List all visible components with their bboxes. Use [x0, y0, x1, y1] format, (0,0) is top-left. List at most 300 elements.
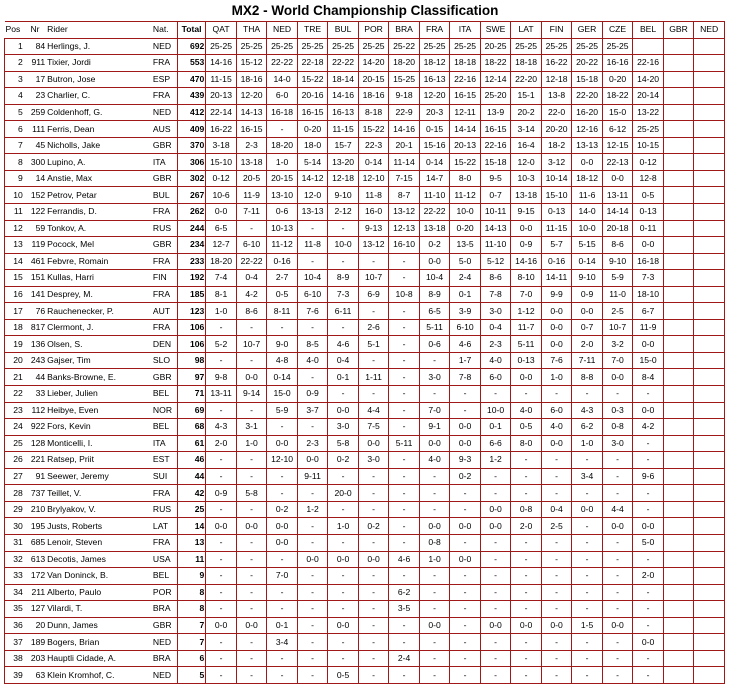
race-result-cell: 9-10 [572, 270, 603, 287]
race-result-cell: 6-5 [419, 303, 450, 320]
nationality-cell: USA [152, 551, 177, 568]
race-result-cell: 18-22 [602, 88, 633, 105]
race-result-cell: 13-22 [633, 104, 664, 121]
header-row [5, 22, 725, 39]
race-result-cell: 2-3 [297, 435, 328, 452]
table-row [5, 319, 725, 336]
rider-name-cell: Decotis, James [46, 551, 152, 568]
race-result-cell: 0-0 [328, 551, 359, 568]
race-result-cell: 0-9 [206, 485, 237, 502]
race-result-cell [694, 71, 725, 88]
race-result-cell [633, 38, 664, 55]
race-result-cell: - [480, 551, 511, 568]
race-result-cell [663, 419, 694, 436]
race-result-cell: 0-0 [358, 435, 389, 452]
race-result-cell: - [358, 501, 389, 518]
race-result-cell: - [480, 584, 511, 601]
race-result-cell [694, 154, 725, 171]
race-result-cell: - [267, 601, 298, 618]
position-cell: 8 [5, 154, 24, 171]
race-result-cell: 2-12 [328, 204, 359, 221]
race-result-cell: - [602, 650, 633, 667]
header-race: GBR [663, 22, 694, 39]
table-row [5, 601, 725, 618]
table-row [5, 369, 725, 386]
race-result-cell [694, 121, 725, 138]
race-result-cell: 9-14 [236, 386, 267, 403]
header-race: BEL [633, 22, 664, 39]
race-result-cell: 15-22 [358, 121, 389, 138]
race-result-cell: 12-7 [206, 237, 237, 254]
race-result-cell: - [297, 534, 328, 551]
race-result-cell: 12-16 [572, 121, 603, 138]
race-result-cell: - [511, 386, 542, 403]
race-result-cell: - [328, 534, 359, 551]
total-points-cell: 25 [177, 501, 205, 518]
position-cell: 5 [5, 104, 24, 121]
number-cell: 300 [24, 154, 46, 171]
race-result-cell: - [511, 650, 542, 667]
race-result-cell: - [236, 551, 267, 568]
position-cell: 11 [5, 204, 24, 221]
race-result-cell: - [236, 584, 267, 601]
nationality-cell: FRA [152, 55, 177, 72]
race-result-cell: 5-1 [358, 336, 389, 353]
race-result-cell: - [297, 584, 328, 601]
header-race: QAT [206, 22, 237, 39]
race-result-cell: 0-16 [541, 253, 572, 270]
race-result-cell: 15-22 [450, 154, 481, 171]
race-result-cell: 5-11 [419, 319, 450, 336]
race-result-cell: - [450, 650, 481, 667]
race-result-cell: - [297, 568, 328, 585]
race-result-cell: - [419, 634, 450, 651]
race-result-cell: - [541, 584, 572, 601]
race-result-cell: 14-20 [633, 71, 664, 88]
nationality-cell: NED [152, 104, 177, 121]
race-result-cell: 20-16 [297, 88, 328, 105]
race-result-cell: 25-22 [389, 38, 420, 55]
number-cell: 111 [24, 121, 46, 138]
race-result-cell: 0-0 [633, 634, 664, 651]
number-cell: 45 [24, 137, 46, 154]
race-result-cell: 8-1 [206, 286, 237, 303]
race-result-cell: - [511, 468, 542, 485]
race-result-cell: 16-16 [602, 55, 633, 72]
number-cell: 136 [24, 336, 46, 353]
race-result-cell: - [206, 601, 237, 618]
race-result-cell: - [511, 584, 542, 601]
number-cell: 44 [24, 369, 46, 386]
race-result-cell [663, 286, 694, 303]
race-result-cell: 13-13 [572, 137, 603, 154]
race-result-cell: 0-0 [541, 435, 572, 452]
race-result-cell: 14-13 [236, 104, 267, 121]
race-result-cell: 20-14 [633, 88, 664, 105]
nationality-cell: NOR [152, 402, 177, 419]
position-cell: 27 [5, 468, 24, 485]
race-result-cell: 6-0 [267, 88, 298, 105]
race-result-cell: 7-11 [236, 204, 267, 221]
race-result-cell: 0-0 [236, 518, 267, 535]
race-result-cell [694, 386, 725, 403]
rider-name-cell: Bogers, Brian [46, 634, 152, 651]
race-result-cell: - [297, 253, 328, 270]
position-cell: 38 [5, 650, 24, 667]
position-cell: 33 [5, 568, 24, 585]
number-cell: 203 [24, 650, 46, 667]
race-result-cell: - [572, 551, 603, 568]
number-cell: 737 [24, 485, 46, 502]
race-result-cell [694, 303, 725, 320]
race-result-cell: - [541, 634, 572, 651]
header-race: GER [572, 22, 603, 39]
race-result-cell: - [419, 468, 450, 485]
race-result-cell: 10-15 [633, 137, 664, 154]
race-result-cell: 12-0 [297, 187, 328, 204]
race-result-cell: 11-8 [297, 237, 328, 254]
race-result-cell: - [419, 485, 450, 502]
race-result-cell: - [511, 568, 542, 585]
race-result-cell: 11-0 [602, 286, 633, 303]
race-result-cell: 1-0 [328, 518, 359, 535]
number-cell: 122 [24, 204, 46, 221]
nationality-cell: SUI [152, 468, 177, 485]
race-result-cell: 14-16 [389, 121, 420, 138]
race-result-cell: 1-0 [572, 435, 603, 452]
race-result-cell: - [602, 667, 633, 684]
race-result-cell: - [633, 435, 664, 452]
race-result-cell [663, 402, 694, 419]
race-result-cell: 0-0 [450, 419, 481, 436]
race-result-cell: 3-0 [328, 419, 359, 436]
race-result-cell: 20-15 [358, 71, 389, 88]
race-result-cell: 14-0 [572, 204, 603, 221]
race-result-cell: 0-7 [480, 187, 511, 204]
nationality-cell: BUL [152, 187, 177, 204]
race-result-cell: 18-20 [389, 55, 420, 72]
nationality-cell: NED [152, 38, 177, 55]
race-result-cell: - [511, 601, 542, 618]
number-cell: 23 [24, 88, 46, 105]
race-result-cell: 0-0 [206, 204, 237, 221]
total-points-cell: 5 [177, 667, 205, 684]
table-row [5, 551, 725, 568]
race-result-cell [663, 551, 694, 568]
race-result-cell [694, 568, 725, 585]
race-result-cell [663, 452, 694, 469]
race-result-cell: 16-13 [419, 71, 450, 88]
race-result-cell: 12-0 [511, 154, 542, 171]
race-result-cell: 1-11 [358, 369, 389, 386]
race-result-cell: 8-7 [389, 187, 420, 204]
race-result-cell: 10-11 [480, 204, 511, 221]
race-result-cell: 9-3 [450, 452, 481, 469]
race-result-cell: - [267, 650, 298, 667]
total-points-cell: 8 [177, 601, 205, 618]
race-result-cell: 22-20 [511, 71, 542, 88]
race-result-cell: 10-0 [480, 402, 511, 419]
race-result-cell: - [572, 584, 603, 601]
total-points-cell: 8 [177, 584, 205, 601]
race-result-cell: 4-3 [206, 419, 237, 436]
race-result-cell: 0-8 [511, 501, 542, 518]
race-result-cell: 7-8 [480, 286, 511, 303]
race-result-cell: 16-15 [297, 104, 328, 121]
race-result-cell: 18-20 [206, 253, 237, 270]
race-result-cell: - [206, 402, 237, 419]
header-race: LAT [511, 22, 542, 39]
race-result-cell [694, 170, 725, 187]
race-result-cell: - [389, 319, 420, 336]
race-result-cell: - [572, 667, 603, 684]
race-result-cell: - [572, 452, 603, 469]
race-result-cell: 6-10 [297, 286, 328, 303]
race-result-cell: - [450, 667, 481, 684]
race-result-cell: - [236, 634, 267, 651]
rider-name-cell: Vilardi, T. [46, 601, 152, 618]
rider-name-cell: Banks-Browne, E. [46, 369, 152, 386]
race-result-cell [694, 38, 725, 55]
race-result-cell: 8-9 [419, 286, 450, 303]
position-cell: 7 [5, 137, 24, 154]
race-result-cell: 16-15 [236, 121, 267, 138]
race-result-cell: 25-25 [328, 38, 359, 55]
race-result-cell: 4-0 [480, 352, 511, 369]
race-result-cell: 3-0 [419, 369, 450, 386]
number-cell: 911 [24, 55, 46, 72]
race-result-cell: - [358, 634, 389, 651]
race-result-cell: - [633, 551, 664, 568]
race-result-cell: - [328, 634, 359, 651]
race-result-cell: 8-6 [236, 303, 267, 320]
race-result-cell: 0-9 [511, 237, 542, 254]
race-result-cell: - [602, 584, 633, 601]
race-result-cell: 7-0 [602, 352, 633, 369]
race-result-cell: 0-6 [419, 336, 450, 353]
race-result-cell: - [236, 468, 267, 485]
nationality-cell: AUT [152, 303, 177, 320]
table-row [5, 220, 725, 237]
race-result-cell: 11-14 [389, 154, 420, 171]
race-result-cell: 18-18 [511, 55, 542, 72]
classification-table [4, 21, 725, 684]
race-result-cell [694, 253, 725, 270]
race-result-cell: 10-4 [419, 270, 450, 287]
race-result-cell: 3-5 [389, 601, 420, 618]
table-row [5, 237, 725, 254]
race-result-cell: - [419, 650, 450, 667]
nationality-cell: ITA [152, 435, 177, 452]
race-result-cell: 0-0 [328, 402, 359, 419]
rider-name-cell: Charlier, C. [46, 88, 152, 105]
race-result-cell [663, 468, 694, 485]
race-result-cell: 4-0 [297, 352, 328, 369]
rider-name-cell: Justs, Roberts [46, 518, 152, 535]
race-result-cell: - [541, 650, 572, 667]
position-cell: 21 [5, 369, 24, 386]
race-result-cell [663, 352, 694, 369]
total-points-cell: 68 [177, 419, 205, 436]
race-result-cell: - [389, 253, 420, 270]
race-result-cell: - [389, 534, 420, 551]
nationality-cell: AUS [152, 121, 177, 138]
position-cell: 29 [5, 501, 24, 518]
race-result-cell: - [328, 501, 359, 518]
race-result-cell: 0-0 [419, 617, 450, 634]
race-result-cell [663, 253, 694, 270]
race-result-cell: 8-10 [511, 270, 542, 287]
race-result-cell [663, 634, 694, 651]
race-result-cell [663, 369, 694, 386]
header-race: TRE [297, 22, 328, 39]
race-result-cell: - [206, 352, 237, 369]
race-result-cell: 7-6 [297, 303, 328, 320]
position-cell: 39 [5, 667, 24, 684]
race-result-cell: 0-14 [267, 369, 298, 386]
race-result-cell: 2-6 [358, 319, 389, 336]
header-race: FIN [541, 22, 572, 39]
race-result-cell: 25-25 [450, 38, 481, 55]
race-result-cell: 13-20 [328, 154, 359, 171]
race-result-cell: 3-0 [480, 303, 511, 320]
race-result-cell: - [389, 452, 420, 469]
race-result-cell: - [511, 485, 542, 502]
race-result-cell [663, 501, 694, 518]
table-row [5, 104, 725, 121]
race-result-cell: 0-2 [358, 518, 389, 535]
table-row [5, 568, 725, 585]
race-result-cell: 5-7 [541, 237, 572, 254]
race-result-cell: 18-16 [358, 88, 389, 105]
race-result-cell: 20-2 [511, 104, 542, 121]
race-result-cell: 11-10 [480, 237, 511, 254]
race-result-cell: 14-11 [541, 270, 572, 287]
table-row [5, 634, 725, 651]
rider-name-cell: Tonkov, A. [46, 220, 152, 237]
race-result-cell [663, 435, 694, 452]
race-result-cell: 0-0 [480, 518, 511, 535]
rider-name-cell: Nicholls, Jake [46, 137, 152, 154]
number-cell: 817 [24, 319, 46, 336]
number-cell: 141 [24, 286, 46, 303]
rider-name-cell: Petrov, Petar [46, 187, 152, 204]
number-cell: 91 [24, 468, 46, 485]
race-result-cell: 25-25 [358, 38, 389, 55]
header-total: Total [177, 22, 205, 39]
header-race: NED [694, 22, 725, 39]
rider-name-cell: Ferris, Dean [46, 121, 152, 138]
race-result-cell: 16-15 [450, 88, 481, 105]
header-race: NED [267, 22, 298, 39]
position-cell: 10 [5, 187, 24, 204]
race-result-cell [694, 617, 725, 634]
header-rider: Rider [46, 22, 152, 39]
race-result-cell: 0-0 [480, 617, 511, 634]
race-result-cell: 3-4 [572, 468, 603, 485]
table-row [5, 187, 725, 204]
race-result-cell: 15-12 [236, 55, 267, 72]
race-result-cell [694, 369, 725, 386]
table-row [5, 170, 725, 187]
table-row [5, 303, 725, 320]
race-result-cell: 11-10 [419, 187, 450, 204]
race-result-cell: 0-0 [206, 617, 237, 634]
race-result-cell: - [450, 601, 481, 618]
race-result-cell: 0-8 [419, 534, 450, 551]
race-result-cell: - [267, 667, 298, 684]
race-result-cell: 9-9 [541, 286, 572, 303]
race-result-cell: - [389, 501, 420, 518]
race-result-cell: - [358, 650, 389, 667]
race-result-cell: 0-14 [572, 253, 603, 270]
race-result-cell: 15-0 [267, 386, 298, 403]
race-result-cell [694, 650, 725, 667]
race-result-cell: 14-16 [511, 253, 542, 270]
number-cell: 127 [24, 601, 46, 618]
race-result-cell: - [572, 518, 603, 535]
race-result-cell: 11-15 [328, 121, 359, 138]
race-result-cell: 25-25 [297, 38, 328, 55]
race-result-cell: - [358, 352, 389, 369]
race-result-cell [663, 303, 694, 320]
number-cell: 172 [24, 568, 46, 585]
total-points-cell: 370 [177, 137, 205, 154]
race-result-cell: 0-1 [480, 419, 511, 436]
race-result-cell: 25-25 [541, 38, 572, 55]
race-result-cell: - [511, 534, 542, 551]
race-result-cell: - [572, 568, 603, 585]
race-result-cell: - [236, 568, 267, 585]
race-result-cell [663, 187, 694, 204]
race-result-cell: 13-9 [480, 104, 511, 121]
position-cell: 23 [5, 402, 24, 419]
race-result-cell: 12-10 [267, 452, 298, 469]
race-result-cell [663, 137, 694, 154]
race-result-cell: - [633, 485, 664, 502]
race-result-cell [694, 319, 725, 336]
race-result-cell: - [297, 518, 328, 535]
race-result-cell: 11-9 [236, 187, 267, 204]
race-result-cell: 0-9 [572, 286, 603, 303]
race-result-cell: - [511, 634, 542, 651]
race-result-cell: 20-22 [572, 55, 603, 72]
race-result-cell: - [297, 667, 328, 684]
race-result-cell: 0-0 [633, 336, 664, 353]
race-result-cell: - [572, 386, 603, 403]
race-result-cell: - [236, 667, 267, 684]
race-result-cell: 0-0 [297, 452, 328, 469]
race-result-cell: 18-14 [328, 71, 359, 88]
race-result-cell: 0-5 [633, 187, 664, 204]
number-cell: 128 [24, 435, 46, 452]
position-cell: 19 [5, 336, 24, 353]
race-result-cell: 10-7 [236, 336, 267, 353]
race-result-cell [663, 601, 694, 618]
nationality-cell: BRA [152, 650, 177, 667]
race-result-cell: - [267, 485, 298, 502]
total-points-cell: 42 [177, 485, 205, 502]
race-result-cell: 0-0 [267, 534, 298, 551]
race-result-cell: 5-15 [572, 237, 603, 254]
nationality-cell: DEN [152, 336, 177, 353]
rider-name-cell: Lenoir, Steven [46, 534, 152, 551]
race-result-cell [663, 617, 694, 634]
race-result-cell: 9-5 [480, 170, 511, 187]
race-result-cell: - [389, 419, 420, 436]
race-result-cell: - [358, 534, 389, 551]
total-points-cell: 98 [177, 352, 205, 369]
